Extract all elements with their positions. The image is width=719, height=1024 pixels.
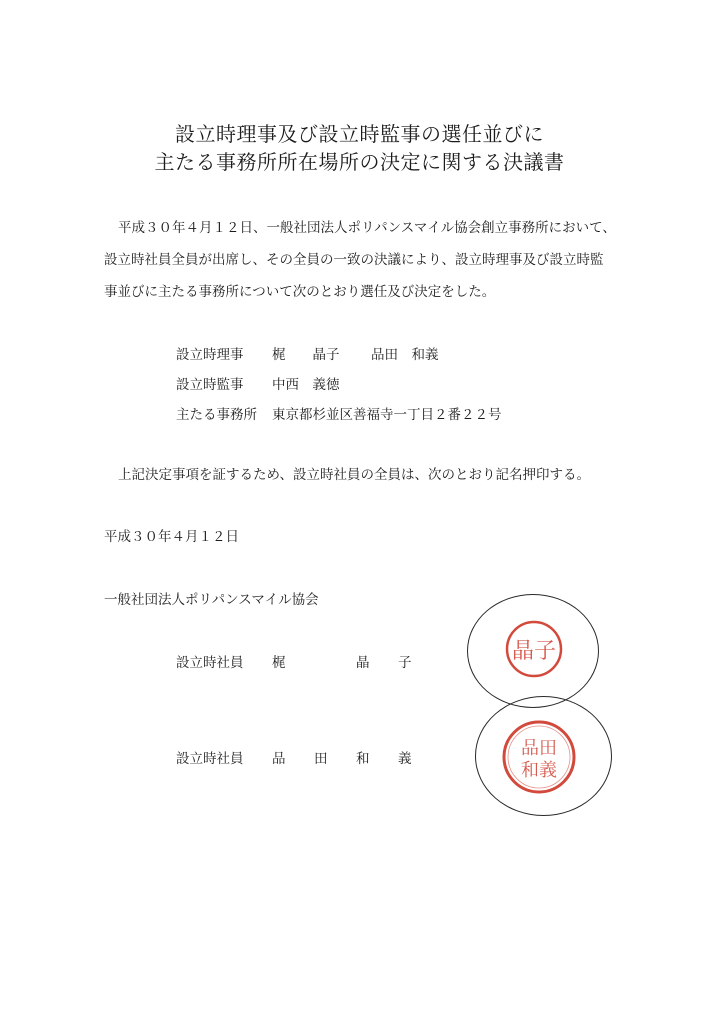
seal-1-stamp (503, 618, 565, 680)
intro-line-1: 平成３０年４月１２日、一般社団法人ポリパンスマイル協会創立事務所において、 (118, 220, 616, 236)
signatory-2-surname-char-2: 田 (314, 751, 328, 767)
auditor-label: 設立時監事 (176, 377, 244, 393)
auditor-name: 中西 義徳 (272, 377, 340, 393)
organization-name: 一般社団法人ポリパンスマイル協会 (104, 592, 319, 608)
signatory-2-given-char-2: 義 (398, 751, 412, 767)
director-1-name: 梶 晶子 (272, 347, 340, 363)
office-address: 東京都杉並区善福寺一丁目２番２２号 (272, 407, 502, 423)
intro-paragraph (104, 212, 644, 308)
document-title-line-1: 設立時理事及び設立時監事の選任並びに (175, 122, 544, 146)
signatory-1-given-char-2: 子 (398, 655, 412, 671)
resolution-date: 平成３０年４月１２日 (104, 529, 239, 545)
signatory-1-role: 設立時社員 (176, 655, 244, 671)
intro-line-3: 事並びに主たる事務所について次のとおり選任及び決定をした。 (104, 284, 496, 300)
svg-text:晶子: 晶子 (511, 639, 557, 664)
seal-2-stamp (500, 718, 578, 796)
signatory-2-role: 設立時社員 (176, 751, 244, 767)
signatory-2-given-char-1: 和 (356, 751, 370, 767)
certification-statement: 上記決定事項を証するため、設立時社員の全員は、次のとおり記名押印する。 (118, 467, 590, 483)
signatory-1-surname: 梶 (272, 655, 286, 671)
signatory-2-surname-char-1: 品 (272, 751, 286, 767)
svg-text:品田: 品田 (521, 738, 557, 759)
signatory-1-given-char-1: 晶 (356, 655, 370, 671)
office-label: 主たる事務所 (176, 407, 257, 423)
intro-line-2: 設立時社員全員が出席し、その全員の一致の決議により、設立時理事及び設立時監 (104, 252, 604, 268)
document-title-line-2: 主たる事務所所在場所の決定に関する決議書 (154, 150, 565, 174)
directors-label: 設立時理事 (176, 347, 244, 363)
director-2-name: 品田 和義 (371, 347, 439, 363)
svg-text:和義: 和義 (521, 760, 557, 781)
